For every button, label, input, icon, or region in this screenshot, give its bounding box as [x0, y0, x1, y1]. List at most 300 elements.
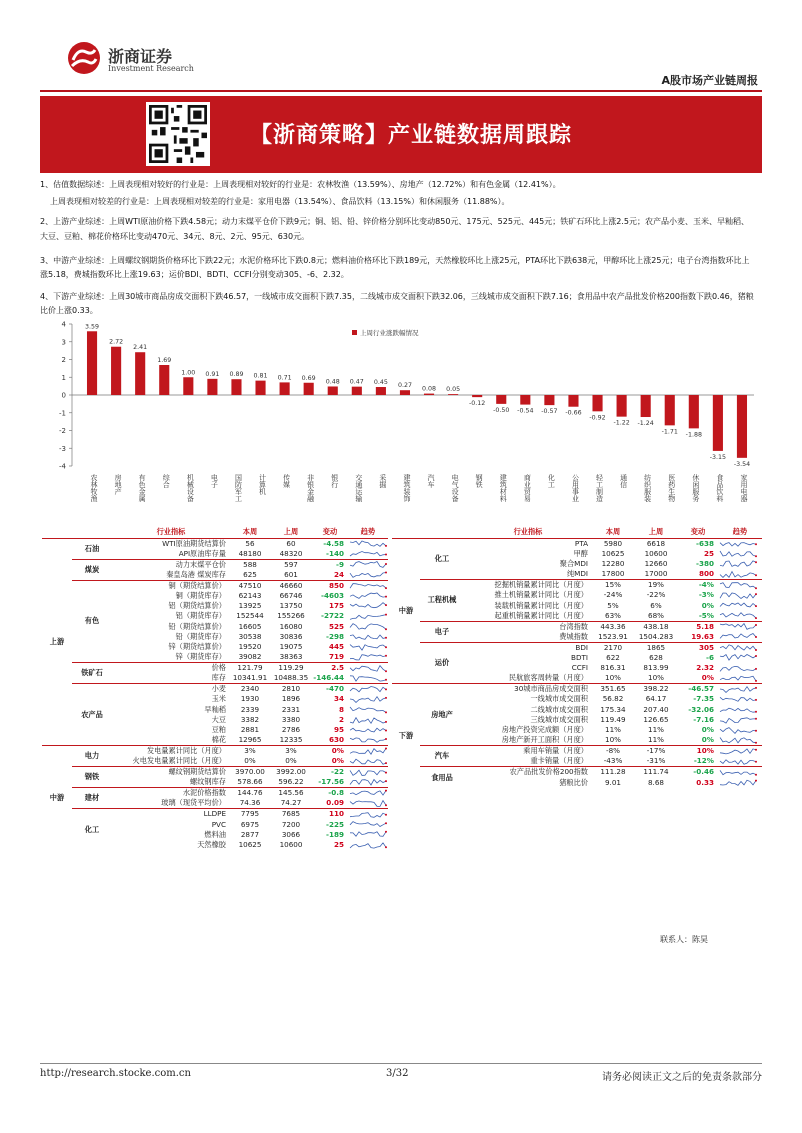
bar-22	[617, 395, 627, 417]
sparkline-path	[350, 614, 386, 619]
bar-23	[641, 395, 651, 417]
indicator-name: 铅（期货库存）	[175, 631, 226, 641]
table-row	[392, 621, 762, 632]
sparkline-icon	[719, 632, 757, 641]
last-week-value: 596.22	[278, 777, 304, 787]
last-week-value: 10488.35	[273, 673, 309, 683]
sparkline-endpoint	[755, 624, 757, 626]
summary-midstream-line2: 涨5.18，费城指数环比上涨19.63；运价BDI、BDTI、CCFI分别变动305、-6、2.32。	[40, 270, 349, 279]
trend-sparkline	[348, 746, 388, 757]
y-tick-label: 2	[61, 356, 66, 364]
contact-person: 联系人：陈昊	[660, 935, 708, 944]
sparkline-path	[720, 634, 756, 639]
trend-sparkline	[348, 673, 388, 684]
sparkline-icon	[719, 549, 757, 558]
change-value: -7.16	[693, 715, 714, 725]
this-week-value: 175.34	[600, 704, 626, 714]
change-value: 2.5	[312, 663, 348, 674]
trend-sparkline	[718, 642, 762, 653]
trend-sparkline	[718, 538, 762, 549]
trend-sparkline	[718, 746, 762, 757]
bar-15	[448, 394, 458, 395]
sparkline-endpoint	[755, 774, 757, 776]
category-label: 铁矿石	[72, 663, 112, 684]
sparkline-endpoint	[385, 720, 387, 722]
change-value: 0.33	[696, 777, 714, 787]
sparkline-icon	[719, 695, 757, 704]
last-week-value: 601	[284, 569, 298, 579]
indicator-name: 起重机销量累计同比（月度）	[494, 610, 588, 620]
bar-14	[424, 394, 434, 395]
last-week-value: 11%	[648, 725, 664, 735]
sparkline-endpoint	[385, 596, 387, 598]
change-value: 850	[312, 580, 348, 591]
trend-sparkline	[348, 611, 388, 621]
trend-sparkline	[718, 694, 762, 704]
sparkline-icon	[349, 570, 387, 579]
indicator-name: 铝（期货结算价）	[168, 600, 226, 610]
table-row	[42, 809, 388, 820]
change-value: 719	[328, 652, 344, 662]
sparkline-endpoint	[385, 762, 387, 764]
sparkline-path	[350, 759, 386, 764]
x-category-label: 计算机	[258, 474, 267, 495]
y-tick-label: -2	[59, 427, 66, 435]
trend-sparkline	[348, 756, 388, 767]
this-week-value: 10%	[605, 673, 621, 683]
sparkline-endpoint	[385, 670, 387, 672]
this-week-value: 56.82	[602, 694, 624, 704]
x-category-label: 轻工制造	[595, 474, 604, 502]
last-week-value: -22%	[646, 590, 666, 600]
header-spacer	[420, 526, 464, 538]
last-week-value: 12660	[644, 558, 668, 568]
last-week-value: 398.22	[634, 684, 678, 695]
x-category-label: 建筑装饰	[402, 474, 411, 502]
footer-disclaimer: 请务必阅读正文之后的免责条款部分	[602, 1072, 762, 1083]
sparkline-icon	[349, 601, 387, 610]
sparkline-icon	[719, 664, 757, 673]
trend-sparkline	[348, 601, 388, 611]
sparkline-endpoint	[385, 712, 387, 714]
sparkline-path	[720, 593, 756, 599]
sparkline-path	[720, 727, 756, 733]
last-week-value: 1896	[281, 694, 301, 704]
this-week-value: 11%	[605, 725, 621, 735]
header-last-week: 上周	[270, 526, 312, 538]
last-week-value: 46660	[270, 580, 312, 591]
bar-value-label: -1.88	[685, 431, 702, 439]
bar-value-label: 0.27	[397, 382, 412, 390]
table-row	[42, 788, 388, 799]
sparkline-endpoint	[385, 697, 387, 699]
footer-url-link[interactable]: http://research.stocke.com.cn	[40, 1068, 191, 1079]
change-value: 0%	[331, 756, 344, 766]
this-week-value: 12280	[601, 558, 625, 568]
last-week-value: 813.99	[643, 663, 669, 673]
sparkline-endpoint	[385, 831, 387, 833]
qr-code-icon	[146, 102, 210, 166]
this-week-value: 578.66	[237, 777, 263, 787]
legend-swatch	[352, 330, 357, 335]
bar-2	[135, 352, 145, 395]
this-week-value: 119.49	[600, 715, 626, 725]
indicator-name: 重卡销量（月度）	[530, 756, 588, 766]
bar-25	[689, 395, 699, 428]
change-value: 175	[328, 600, 344, 610]
header-spacer	[392, 526, 420, 538]
sparkline-path	[720, 603, 756, 607]
trend-sparkline	[348, 549, 388, 560]
sparkline-icon	[349, 705, 387, 714]
trend-sparkline	[348, 642, 388, 652]
summary-upstream-line2: 大豆、豆粕、棉花价格环比变动470元、34元、8元、2元、95元、630元。	[40, 232, 310, 241]
indicator-name: 铝（期货库存）	[175, 611, 226, 621]
indicator-name: 二线城市成交面积	[530, 704, 588, 714]
indicator-name: CCFI	[571, 663, 588, 673]
this-week-value: 56	[245, 538, 255, 548]
y-tick-label: 0	[61, 391, 66, 400]
bar-value-label: 0.08	[422, 385, 437, 393]
table-row	[392, 684, 762, 695]
sparkline-path	[720, 676, 756, 681]
sparkline-endpoint	[385, 790, 387, 792]
change-value: 34	[333, 694, 344, 704]
category-label: 电子	[420, 621, 464, 642]
sparkline-icon	[349, 581, 387, 590]
sparkline-path	[350, 738, 386, 742]
indicator-name: LLDPE	[112, 809, 230, 820]
bar-17	[496, 395, 506, 404]
indicator-name: 房地产新开工面积（月度）	[501, 735, 588, 745]
last-week-value: 64.17	[645, 694, 667, 704]
company-logo-icon	[64, 40, 104, 76]
header-spacer	[42, 526, 72, 538]
this-week-value: 0%	[244, 756, 256, 766]
bar-19	[544, 395, 554, 405]
sparkline-icon	[719, 747, 757, 756]
industry-return-chart	[40, 316, 762, 522]
change-value: -4%	[678, 580, 718, 591]
sparkline-endpoint	[755, 574, 757, 576]
sparkline-icon	[349, 622, 387, 631]
last-week-value: 6618	[646, 538, 666, 548]
sparkline-path	[350, 707, 386, 712]
change-value: 19.63	[691, 631, 714, 641]
sparkline-endpoint	[755, 593, 757, 595]
sparkline-icon	[349, 757, 387, 766]
last-week-value: -31%	[646, 756, 666, 766]
indicator-name: BDI	[464, 642, 592, 653]
trend-sparkline	[718, 653, 762, 663]
sparkline-path	[350, 654, 386, 659]
sparkline-endpoint	[755, 562, 757, 564]
sparkline-path	[720, 708, 756, 712]
change-value: 5.18	[678, 621, 718, 632]
change-value: -146.44	[313, 673, 344, 683]
sparkline-path	[350, 635, 386, 639]
change-value: -0.46	[678, 767, 718, 778]
last-week-value: 8.68	[647, 777, 664, 787]
change-value: 25	[703, 548, 714, 558]
sparkline-endpoint	[385, 688, 387, 690]
change-value: -9	[312, 559, 348, 570]
sparkline-path	[720, 551, 756, 556]
sparkline-icon	[349, 736, 387, 745]
last-week-value: 19%	[634, 580, 678, 591]
change-value: 8	[338, 704, 344, 714]
this-week-value: 74.36	[239, 798, 261, 808]
category-label: 工程机械	[420, 580, 464, 622]
header-last-week: 上周	[634, 526, 678, 538]
sparkline-path	[720, 770, 756, 774]
y-tick-label: 4	[61, 320, 66, 329]
left-indicator-table	[42, 526, 388, 850]
title-banner	[40, 96, 762, 173]
sparkline-endpoint	[755, 668, 757, 670]
table-row	[42, 746, 388, 757]
trend-sparkline	[348, 830, 388, 840]
trend-sparkline	[348, 632, 388, 642]
sparkline-path	[720, 666, 756, 671]
header-trend: 趋势	[348, 526, 388, 538]
indicator-name: 农产品批发价格200指数	[464, 767, 592, 778]
summary-midstream-line1: 3、中游产业综述：上周螺纹钢期货价格环比下跌22元；水泥价格环比下跌0.8元；燃料油价格环比下跌189元，天然橡胶环比上涨25元，PTA环比下跌638元，甲醇环比上涨25元；电子台湾指数环比上	[40, 256, 750, 265]
change-value: 305	[678, 642, 718, 653]
sparkline-endpoint	[755, 605, 757, 607]
sparkline-path	[720, 561, 756, 567]
sparkline-icon	[349, 820, 387, 829]
indicator-name: 一线城市成交面积	[530, 694, 588, 704]
bar-value-label: 0.69	[301, 374, 316, 382]
sparkline-path	[720, 737, 756, 742]
sparkline-path	[720, 686, 756, 692]
sparkline-icon	[349, 591, 387, 600]
x-category-label: 汽车	[427, 474, 436, 488]
bar-value-label: 1.00	[181, 369, 196, 377]
bar-24	[665, 395, 675, 425]
summary-valuation: 1、估值数据综述：上周表现相对较好的行业是：上周表现相对较好的行业是：农林牧渔（13.59%）、房地产（12.72%）和有色金属（12.41%）。	[40, 180, 561, 189]
this-week-value: 5980	[603, 538, 623, 548]
trend-sparkline	[718, 684, 762, 695]
last-week-value: 1865	[634, 642, 678, 653]
bar-6	[231, 379, 241, 395]
this-week-value: 10341.91	[232, 673, 268, 683]
last-week-value: 2786	[281, 725, 301, 735]
sparkline-endpoint	[385, 814, 387, 816]
change-value: -4603	[321, 590, 344, 600]
x-category-label: 建筑材料	[499, 474, 508, 502]
change-value: 0%	[701, 673, 714, 683]
bar-value-label: 3.59	[85, 323, 100, 331]
header-this-week: 本周	[592, 526, 634, 538]
bar-12	[376, 387, 386, 395]
bar-16	[472, 395, 482, 397]
sparkline-path	[350, 552, 386, 557]
sparkline-path	[350, 573, 386, 578]
change-value: 0%	[701, 725, 714, 735]
indicator-name: 锌（期货结算价）	[168, 642, 226, 652]
indicator-name: 发电量累计同比（月度）	[112, 746, 230, 757]
last-week-value: 13750	[279, 600, 303, 610]
header-indicator: 行业指标	[112, 526, 230, 538]
last-week-value: 597	[270, 559, 312, 570]
table-row	[392, 580, 762, 591]
x-category-label: 电气设备	[451, 474, 460, 502]
last-week-value: 126.65	[643, 715, 669, 725]
last-week-value: 0%	[285, 756, 297, 766]
change-value: -470	[312, 684, 348, 695]
sparkline-endpoint	[385, 646, 387, 648]
bar-value-label: -0.92	[589, 414, 606, 422]
change-value: 2.32	[696, 663, 714, 673]
sparkline-icon	[719, 685, 757, 694]
last-week-value: 3992.00	[270, 767, 312, 778]
sparkline-path	[350, 644, 386, 650]
x-category-label: 国防军工	[234, 474, 243, 502]
last-week-value: 66746	[279, 590, 303, 600]
table-row	[42, 580, 388, 591]
table-row	[42, 538, 388, 549]
indicator-name: 火电发电量累计同比（月度）	[132, 756, 226, 766]
last-week-value: 17000	[644, 569, 668, 579]
category-label: 建材	[72, 788, 112, 809]
sparkline-icon	[349, 768, 387, 777]
this-week-value: 1523.91	[598, 631, 628, 641]
sparkline-path	[350, 779, 386, 785]
trend-sparkline	[348, 663, 388, 674]
sparkline-endpoint	[385, 628, 387, 630]
trend-sparkline	[718, 621, 762, 632]
trend-sparkline	[348, 819, 388, 829]
this-week-value: 6975	[240, 819, 260, 829]
indicator-name: 铜（期货结算价）	[112, 580, 230, 591]
change-value: 95	[333, 725, 344, 735]
trend-sparkline	[718, 549, 762, 559]
change-value: -4.58	[323, 538, 344, 548]
bar-26	[713, 395, 723, 451]
last-week-value: 438.18	[634, 621, 678, 632]
last-week-value: 145.56	[270, 788, 312, 799]
trend-sparkline	[348, 725, 388, 735]
sparkline-icon	[349, 778, 387, 787]
bar-5	[207, 379, 217, 395]
company-name-en: Investment Research	[108, 64, 194, 73]
sparkline-endpoint	[755, 742, 757, 744]
sparkline-icon	[719, 643, 757, 652]
change-value: -298	[326, 631, 344, 641]
x-category-label: 纺织服装	[643, 474, 652, 502]
trend-sparkline	[348, 684, 388, 695]
report-name: A股市场产业链周报	[661, 74, 758, 87]
last-week-value: 60	[286, 538, 296, 548]
bar-13	[400, 390, 410, 395]
indicator-name: 秦皇岛港 煤炭库存	[166, 569, 226, 579]
sparkline-endpoint	[755, 717, 757, 719]
bar-value-label: 0.05	[446, 386, 461, 394]
indicator-name: 推土机销量累计同比（月度）	[494, 590, 588, 600]
trend-sparkline	[718, 725, 762, 735]
this-week-value: 152544	[236, 611, 264, 621]
bar-0	[87, 331, 97, 395]
stream-group-label: 上游	[49, 636, 65, 646]
sparkline-path	[350, 584, 386, 589]
bar-4	[183, 377, 193, 395]
change-value: 0%	[312, 746, 348, 757]
sparkline-endpoint	[755, 680, 757, 682]
x-category-label: 医药生物	[667, 474, 676, 502]
summary-downstream-line1: 4、下游产业综述：上周30城市商品房成交面积下跌46.57，一线城市成交面积下跌7.35，二线城市成交面积下跌32.06，三线城市成交面积下跌7.16；食用品中农产品批发价格200指数下跌0.46，猪粮	[40, 292, 754, 301]
sparkline-path	[350, 843, 386, 848]
this-week-value: 351.65	[592, 684, 634, 695]
summary-upstream-line1: 2、上游产业综述：上周WTI原油价格下跌4.58元；动力末煤平仓价下跌9元；铜、铝、铅、锌价格分别环比变动850元、175元、525元、445元；铁矿石环比上涨2.5元；农产品小麦、玉米、早籼稻、	[40, 217, 749, 226]
trend-sparkline	[348, 652, 388, 663]
sparkline-icon	[719, 768, 757, 777]
this-week-value: 19520	[238, 642, 262, 652]
last-week-value: 7200	[281, 819, 301, 829]
category-label: 化工	[434, 553, 450, 563]
this-week-value: 9.01	[604, 777, 621, 787]
sparkline-endpoint	[755, 730, 757, 732]
indicator-name: 玉米	[211, 694, 226, 704]
header-change: 变动	[312, 526, 348, 538]
bar-value-label: 0.81	[253, 372, 268, 380]
sparkline-icon	[349, 653, 387, 662]
change-value: 25	[333, 840, 344, 850]
this-week-value: 2881	[240, 725, 260, 735]
this-week-value: 39082	[238, 652, 262, 662]
sparkline-path	[350, 562, 386, 568]
x-category-label: 通信	[619, 474, 628, 488]
indicator-name: 价格	[112, 663, 230, 674]
sparkline-endpoint	[385, 554, 387, 556]
indicator-name: 豆粕	[211, 725, 226, 735]
bar-1	[111, 347, 121, 395]
sparkline-path	[720, 780, 756, 785]
sparkline-path	[350, 770, 386, 775]
sparkline-path	[720, 717, 756, 722]
this-week-value: 2340	[230, 684, 270, 695]
this-week-value: 625	[243, 569, 257, 579]
legend-label: 上周行业涨跌幅情况	[360, 329, 419, 337]
indicator-name: API原油库存量	[178, 548, 226, 558]
x-category-label: 家用电器	[739, 474, 748, 502]
change-value: 445	[328, 642, 344, 652]
sparkline-endpoint	[385, 655, 387, 657]
last-week-value: 68%	[648, 610, 664, 620]
sparkline-endpoint	[755, 555, 757, 557]
stream-group-label: 中游	[42, 746, 72, 850]
indicator-name: PVC	[211, 819, 226, 829]
x-category-label: 交通运输	[354, 474, 363, 502]
last-week-value: 119.29	[270, 663, 312, 674]
change-value: 10%	[678, 746, 718, 757]
bar-value-label: 0.48	[325, 378, 340, 386]
bar-value-label: -0.54	[517, 407, 534, 415]
sparkline-icon	[349, 685, 387, 694]
bar-value-label: 2.72	[109, 338, 124, 346]
x-category-label: 电子	[210, 474, 219, 488]
trend-sparkline	[348, 621, 388, 631]
bar-value-label: -3.54	[733, 460, 751, 468]
sparkline-icon	[719, 559, 757, 568]
y-tick-label: 3	[61, 338, 66, 347]
last-week-value: 155266	[277, 611, 305, 621]
page-header	[40, 38, 762, 88]
this-week-value: 13925	[238, 600, 262, 610]
industry-return-chart-svg	[40, 316, 762, 522]
trend-sparkline	[348, 840, 388, 850]
